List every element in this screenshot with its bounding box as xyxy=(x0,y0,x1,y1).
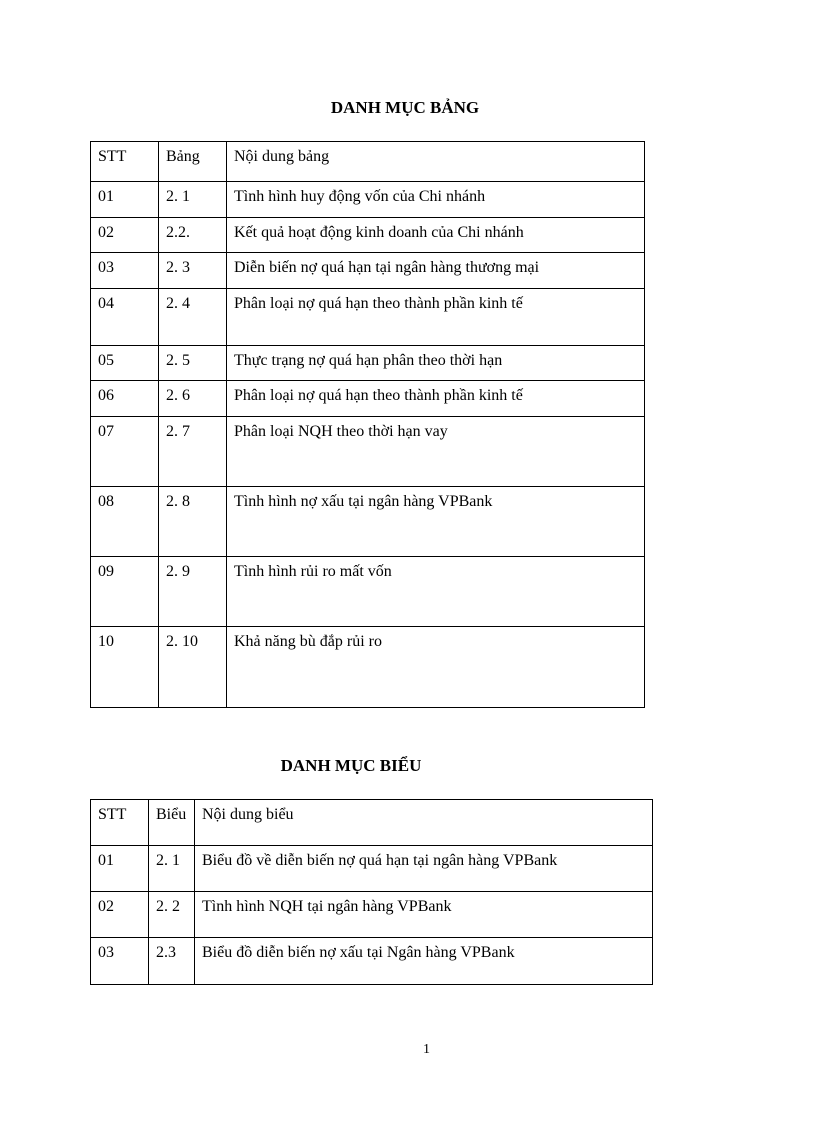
row-content: Tình hình nợ xấu tại ngân hàng VPBank xyxy=(227,487,645,557)
tables-list xyxy=(90,141,645,708)
row-content: Phân loại nợ quá hạn theo thành phần kinh tế xyxy=(227,381,645,417)
charts-list xyxy=(90,799,653,985)
row-number: 03 xyxy=(91,938,149,985)
row-code: 2. 4 xyxy=(159,289,227,346)
row-code: 2. 1 xyxy=(149,846,195,892)
row-code: 2. 10 xyxy=(159,627,227,708)
row-code: 2. 5 xyxy=(159,346,227,381)
row-code: 2. 2 xyxy=(149,892,195,938)
row-number: 01 xyxy=(91,182,159,218)
row-number: 10 xyxy=(91,627,159,708)
row-code: 2.2. xyxy=(159,218,227,253)
row-content: Biểu đồ diễn biến nợ xấu tại Ngân hàng VPBank xyxy=(195,938,653,985)
tables-list-heading: DANH MỤC BẢNG xyxy=(330,98,480,117)
row-number: 02 xyxy=(91,218,159,253)
row-content: Khả năng bù đắp rủi ro xyxy=(227,627,645,708)
row-content: Tình hình huy động vốn của Chi nhánh xyxy=(227,182,645,218)
table-row xyxy=(91,346,645,381)
table-row xyxy=(91,289,645,346)
table-row xyxy=(91,627,645,708)
row-content: Kết quả hoạt động kinh doanh của Chi nhánh xyxy=(227,218,645,253)
row-content: Tình hình NQH tại ngân hàng VPBank xyxy=(195,892,653,938)
row-code: 2. 3 xyxy=(159,253,227,289)
row-content: Diễn biến nợ quá hạn tại ngân hàng thương mại xyxy=(227,253,645,289)
charts-list-heading: DANH MỤC BIỂU xyxy=(280,756,422,775)
table-row xyxy=(91,381,645,417)
table-row xyxy=(91,182,645,218)
row-number: 02 xyxy=(91,892,149,938)
header-cell: STT xyxy=(91,142,159,182)
table-header-row xyxy=(91,142,645,182)
row-number: 01 xyxy=(91,846,149,892)
table-row xyxy=(91,846,653,892)
row-number: 08 xyxy=(91,487,159,557)
header-cell: Bảng xyxy=(159,142,227,182)
header-cell: Biểu xyxy=(149,800,195,846)
table-row xyxy=(91,417,645,487)
row-number: 07 xyxy=(91,417,159,487)
row-number: 09 xyxy=(91,557,159,627)
row-code: 2. 1 xyxy=(159,182,227,218)
table-row xyxy=(91,253,645,289)
header-cell: Nội dung biểu xyxy=(195,800,653,846)
table-row xyxy=(91,487,645,557)
row-content: Biểu đồ về diễn biến nợ quá hạn tại ngân hàng VPBank xyxy=(195,846,653,892)
header-cell: STT xyxy=(91,800,149,846)
row-content: Thực trạng nợ quá hạn phân theo thời hạn xyxy=(227,346,645,381)
table-row xyxy=(91,218,645,253)
table-row xyxy=(91,938,653,985)
table-row xyxy=(91,892,653,938)
row-code: 2.3 xyxy=(149,938,195,985)
row-number: 05 xyxy=(91,346,159,381)
row-content: Phân loại nợ quá hạn theo thành phần kinh tế xyxy=(227,289,645,346)
row-number: 06 xyxy=(91,381,159,417)
row-number: 03 xyxy=(91,253,159,289)
table-row xyxy=(91,557,645,627)
page-number: 1 xyxy=(423,1042,430,1057)
row-code: 2. 7 xyxy=(159,417,227,487)
table-header-row xyxy=(91,800,653,846)
row-number: 04 xyxy=(91,289,159,346)
row-code: 2. 9 xyxy=(159,557,227,627)
header-cell: Nội dung bảng xyxy=(227,142,645,182)
row-content: Tình hình rủi ro mất vốn xyxy=(227,557,645,627)
row-code: 2. 6 xyxy=(159,381,227,417)
row-content: Phân loại NQH theo thời hạn vay xyxy=(227,417,645,487)
row-code: 2. 8 xyxy=(159,487,227,557)
